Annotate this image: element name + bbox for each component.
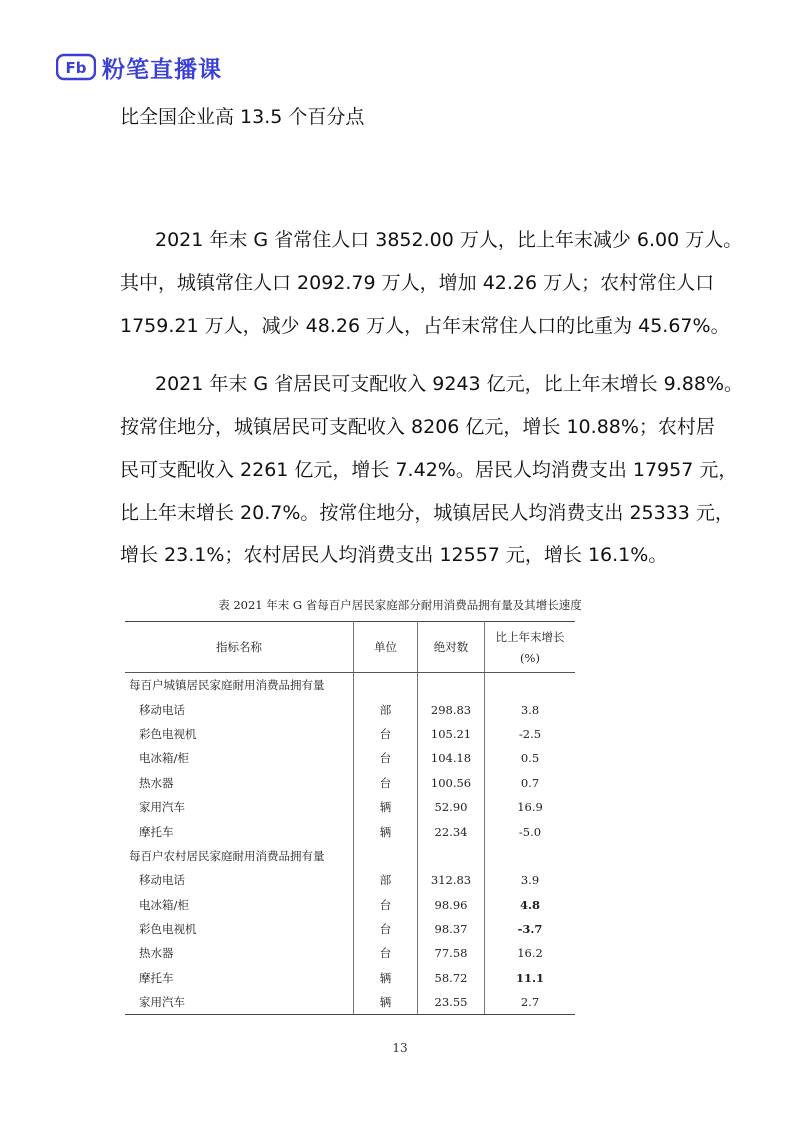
row-abs: 98.37 — [418, 917, 485, 941]
row-unit: 辆 — [354, 990, 418, 1015]
row-unit: 台 — [354, 893, 418, 917]
text-line: 按常住地分，城镇居民可支配收入 8206 亿元，增长 10.88%；农村居 — [120, 416, 715, 438]
header-abs: 绝对数 — [418, 622, 485, 673]
row-abs: 22.34 — [418, 819, 485, 843]
page-number: 13 — [392, 1041, 408, 1055]
row-name: 热水器 — [125, 941, 354, 965]
brand-logo — [56, 50, 222, 84]
row-abs: 105.21 — [418, 722, 485, 746]
row-abs: 52.90 — [418, 795, 485, 819]
row-growth: 2.7 — [485, 990, 576, 1015]
group-title: 每百户农村居民家庭耐用消费品拥有量 — [125, 844, 354, 868]
header-name: 指标名称 — [125, 622, 354, 673]
row-unit: 台 — [354, 722, 418, 746]
row-growth: 11.1 — [515, 970, 544, 985]
row-name: 彩色电视机 — [125, 722, 354, 746]
brand-name: 粉笔直播课 — [102, 56, 222, 83]
row-unit: 台 — [354, 771, 418, 795]
table-row — [125, 917, 575, 941]
row-name: 移动电话 — [125, 697, 354, 721]
fb-logo-icon — [56, 52, 96, 82]
row-name: 电冰箱/柜 — [125, 893, 354, 917]
row-unit: 台 — [354, 917, 418, 941]
table-row — [125, 746, 575, 770]
table-row — [125, 868, 575, 892]
row-abs: 58.72 — [418, 966, 485, 990]
row-growth: 4.8 — [519, 897, 540, 912]
table-row — [125, 893, 575, 917]
row-abs: 77.58 — [418, 941, 485, 965]
row-name: 摩托车 — [125, 819, 354, 843]
row-abs: 298.83 — [418, 697, 485, 721]
row-unit: 部 — [354, 697, 418, 721]
text-line: 2021 年末 G 省常住人口 3852.00 万人，比上年末减少 6.00 万人。 — [155, 229, 743, 251]
row-unit: 台 — [354, 746, 418, 770]
row-abs: 100.56 — [418, 771, 485, 795]
row-name: 摩托车 — [125, 966, 354, 990]
row-unit: 台 — [354, 941, 418, 965]
table-row — [125, 966, 575, 990]
text-line: 1759.21 万人，减少 48.26 万人，占年末常住人口的比重为 45.67%。 — [120, 315, 730, 337]
group-row-urban — [125, 673, 575, 698]
row-name: 彩色电视机 — [125, 917, 354, 941]
table-row — [125, 990, 575, 1015]
row-growth: 3.9 — [520, 873, 540, 888]
row-unit: 部 — [354, 868, 418, 892]
row-growth: 0.5 — [520, 751, 540, 766]
row-growth: 0.7 — [520, 775, 540, 790]
row-abs: 23.55 — [418, 990, 485, 1015]
text-line: 2021 年末 G 省居民可支配收入 9243 亿元，比上年末增长 9.88%。 — [155, 373, 744, 395]
header-unit: 单位 — [354, 622, 418, 673]
row-unit: 辆 — [354, 966, 418, 990]
table-row — [125, 722, 575, 746]
text-line: 其中，城镇常住人口 2092.79 万人，增加 42.26 万人；农村常住人口 — [120, 272, 715, 294]
table-row — [125, 697, 575, 721]
header-growth-line2: (%) — [520, 651, 540, 665]
row-growth: -2.5 — [518, 726, 542, 741]
table-row — [125, 795, 575, 819]
row-abs: 98.96 — [418, 893, 485, 917]
header-growth — [485, 622, 576, 673]
row-growth: 16.2 — [517, 946, 543, 961]
row-unit: 辆 — [354, 795, 418, 819]
text-line: 比上年末增长 20.7%。按常住地分，城镇居民人均消费支出 25333 元， — [120, 502, 734, 524]
svg-text:Fb: Fb — [65, 59, 87, 77]
row-growth: 16.9 — [517, 800, 543, 815]
table-row — [125, 771, 575, 795]
table-header-row — [125, 622, 575, 673]
row-abs: 312.83 — [418, 868, 485, 892]
row-name: 家用汽车 — [125, 795, 354, 819]
table-row — [125, 819, 575, 843]
row-abs: 104.18 — [418, 746, 485, 770]
row-name: 电冰箱/柜 — [125, 746, 354, 770]
text-line: 比全国企业高 13.5 个百分点 — [120, 106, 365, 128]
row-name: 热水器 — [125, 771, 354, 795]
group-title: 每百户城镇居民家庭耐用消费品拥有量 — [125, 673, 354, 698]
row-unit: 辆 — [354, 819, 418, 843]
row-growth: -5.0 — [518, 824, 542, 839]
header-growth-line1: 比上年末增长 — [495, 630, 565, 644]
group-row-rural — [125, 844, 575, 868]
row-growth: 3.8 — [520, 702, 540, 717]
text-line: 民可支配收入 2261 亿元，增长 7.42%。居民人均消费支出 17957 元， — [120, 459, 738, 481]
row-name: 移动电话 — [125, 868, 354, 892]
table-caption: 表 2021 年末 G 省每百户居民家庭部分耐用消费品拥有量及其增长速度 — [218, 598, 582, 612]
row-name: 家用汽车 — [125, 990, 354, 1015]
table-row — [125, 941, 575, 965]
consumer-goods-table — [125, 621, 575, 1015]
row-growth: -3.7 — [517, 922, 543, 937]
text-line: 增长 23.1%；农村居民人均消费支出 12557 元，增长 16.1%。 — [120, 544, 668, 566]
